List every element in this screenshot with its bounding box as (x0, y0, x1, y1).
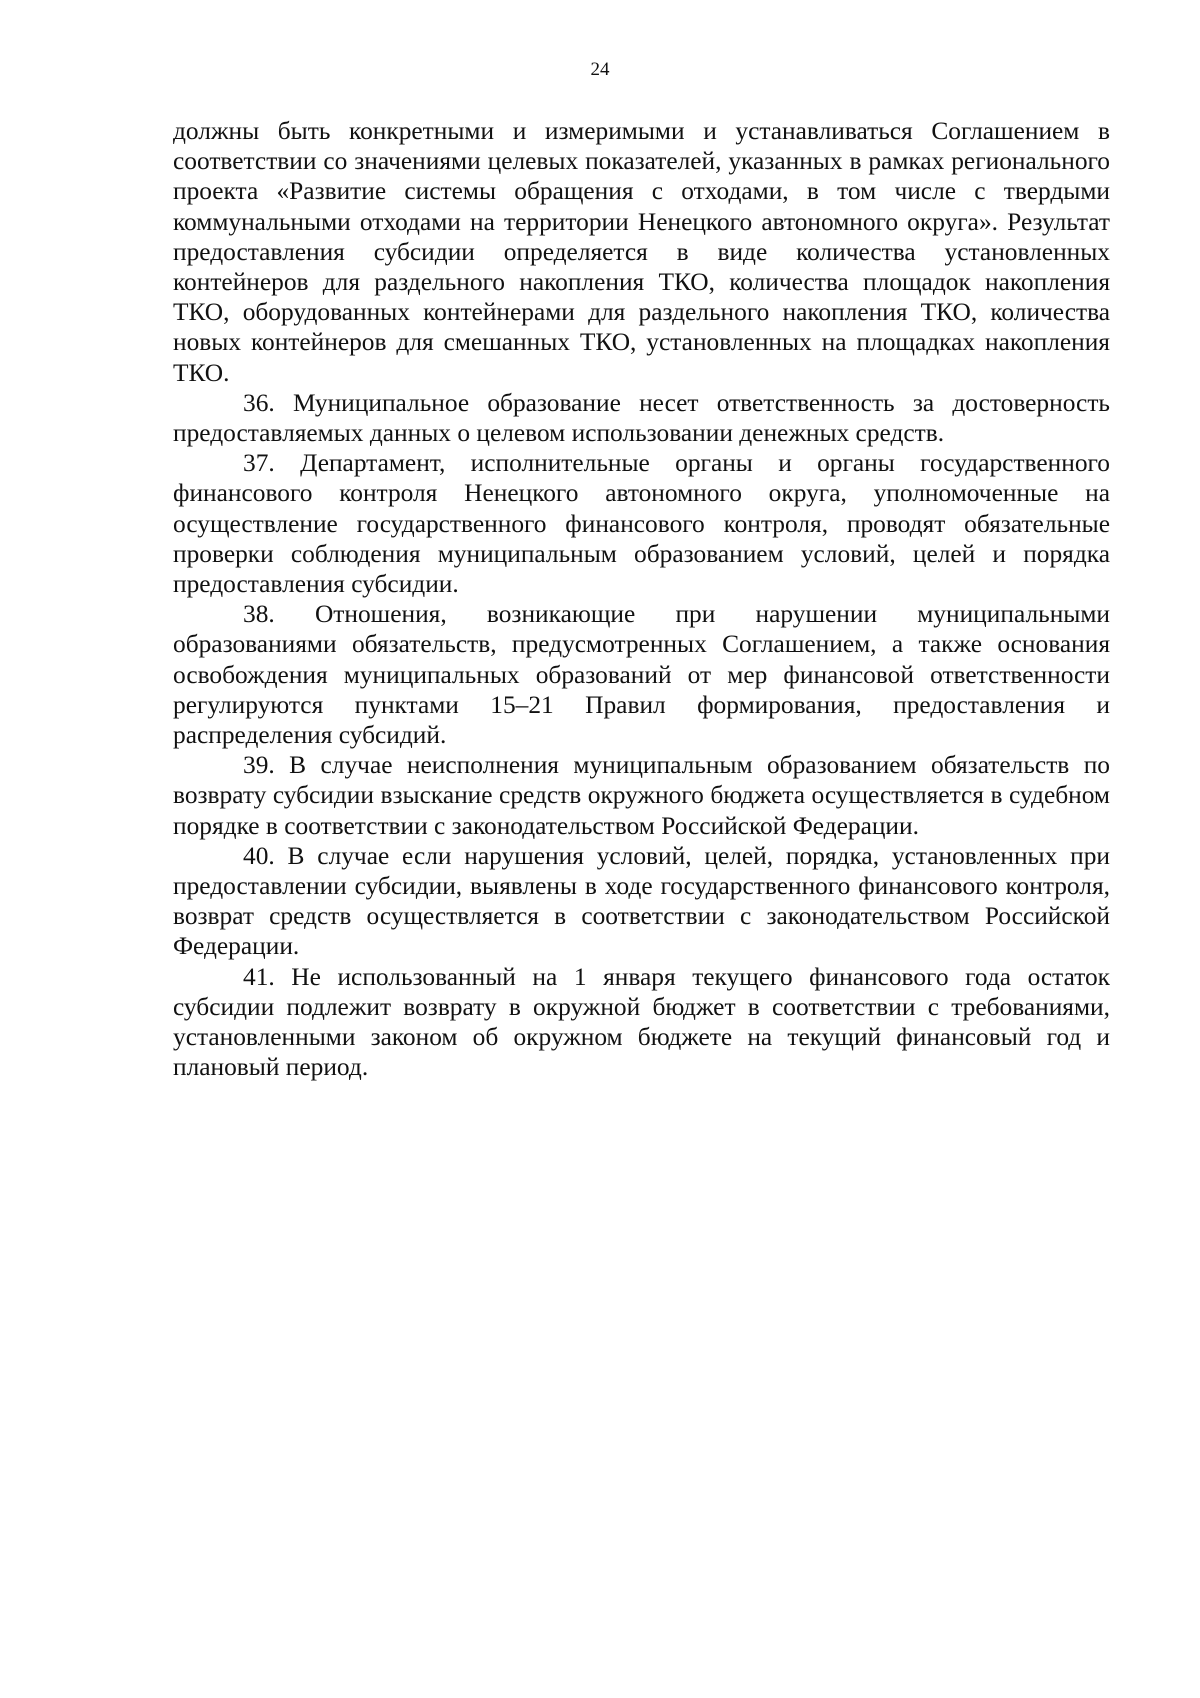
paragraph-clause-36: 36. Муниципальное образование несет ответственность за достоверность предоставляемых данных о целевом использовании денежных средств. (173, 388, 1110, 448)
paragraph-clause-40: 40. В случае если нарушения условий, целей, порядка, установленных при предоставлении субсидии, выявлены в ходе государственного финансового контроля, возврат средств осуществляется в соответствии с законодательством Российской Федерации. (173, 841, 1110, 961)
document-body (173, 116, 1110, 1083)
paragraph-clause-37: 37. Департамент, исполнительные органы и органы государственного финансового контроля Ненецкого автономного округа, уполномоченные на осуществление государственного финансового контроля, проводят обязательные проверки соблюдения муниципальным образованием условий, целей и порядка предоставления субсидии. (173, 449, 1110, 599)
paragraph-clause-38: 38. Отношения, возникающие при нарушении муниципальными образованиями обязательств, предусмотренных Соглашением, а также основания освобождения муниципальных образований от мер финансовой ответственности регулируются пунктами 15–21 Правил формирования, предоставления и распределения субсидий. (173, 600, 1110, 750)
paragraph-continuation: должны быть конкретными и измеримыми и устанавливаться Соглашением в соответствии со значениями целевых показателей, указанных в рамках регионального проекта «Развитие системы обращения с отходами, в том числе с твердыми коммунальными отходами на территории Ненецкого автономного округа». Результат предоставления субсидии определяется в виде количества установленных контейнеров для раздельного накопления ТКО, количества площадок накопления ТКО, оборудованных контейнерами для раздельного накопления ТКО, количества новых контейнеров для смешанных ТКО, установленных на площадках накопления ТКО. (173, 117, 1110, 387)
page-number: 24 (590, 59, 610, 80)
paragraph-clause-41: 41. Не использованный на 1 января текущего финансового года остаток субсидии подлежит возврату в окружной бюджет в соответствии с требованиями, установленными законом об окружном бюджете на текущий финансовый год и плановый период. (173, 962, 1110, 1082)
paragraph-clause-39: 39. В случае неисполнения муниципальным образованием обязательств по возврату субсидии взыскание средств окружного бюджета осуществляется в судебном порядке в соответствии с законодательством Российской Федерации. (173, 751, 1110, 840)
